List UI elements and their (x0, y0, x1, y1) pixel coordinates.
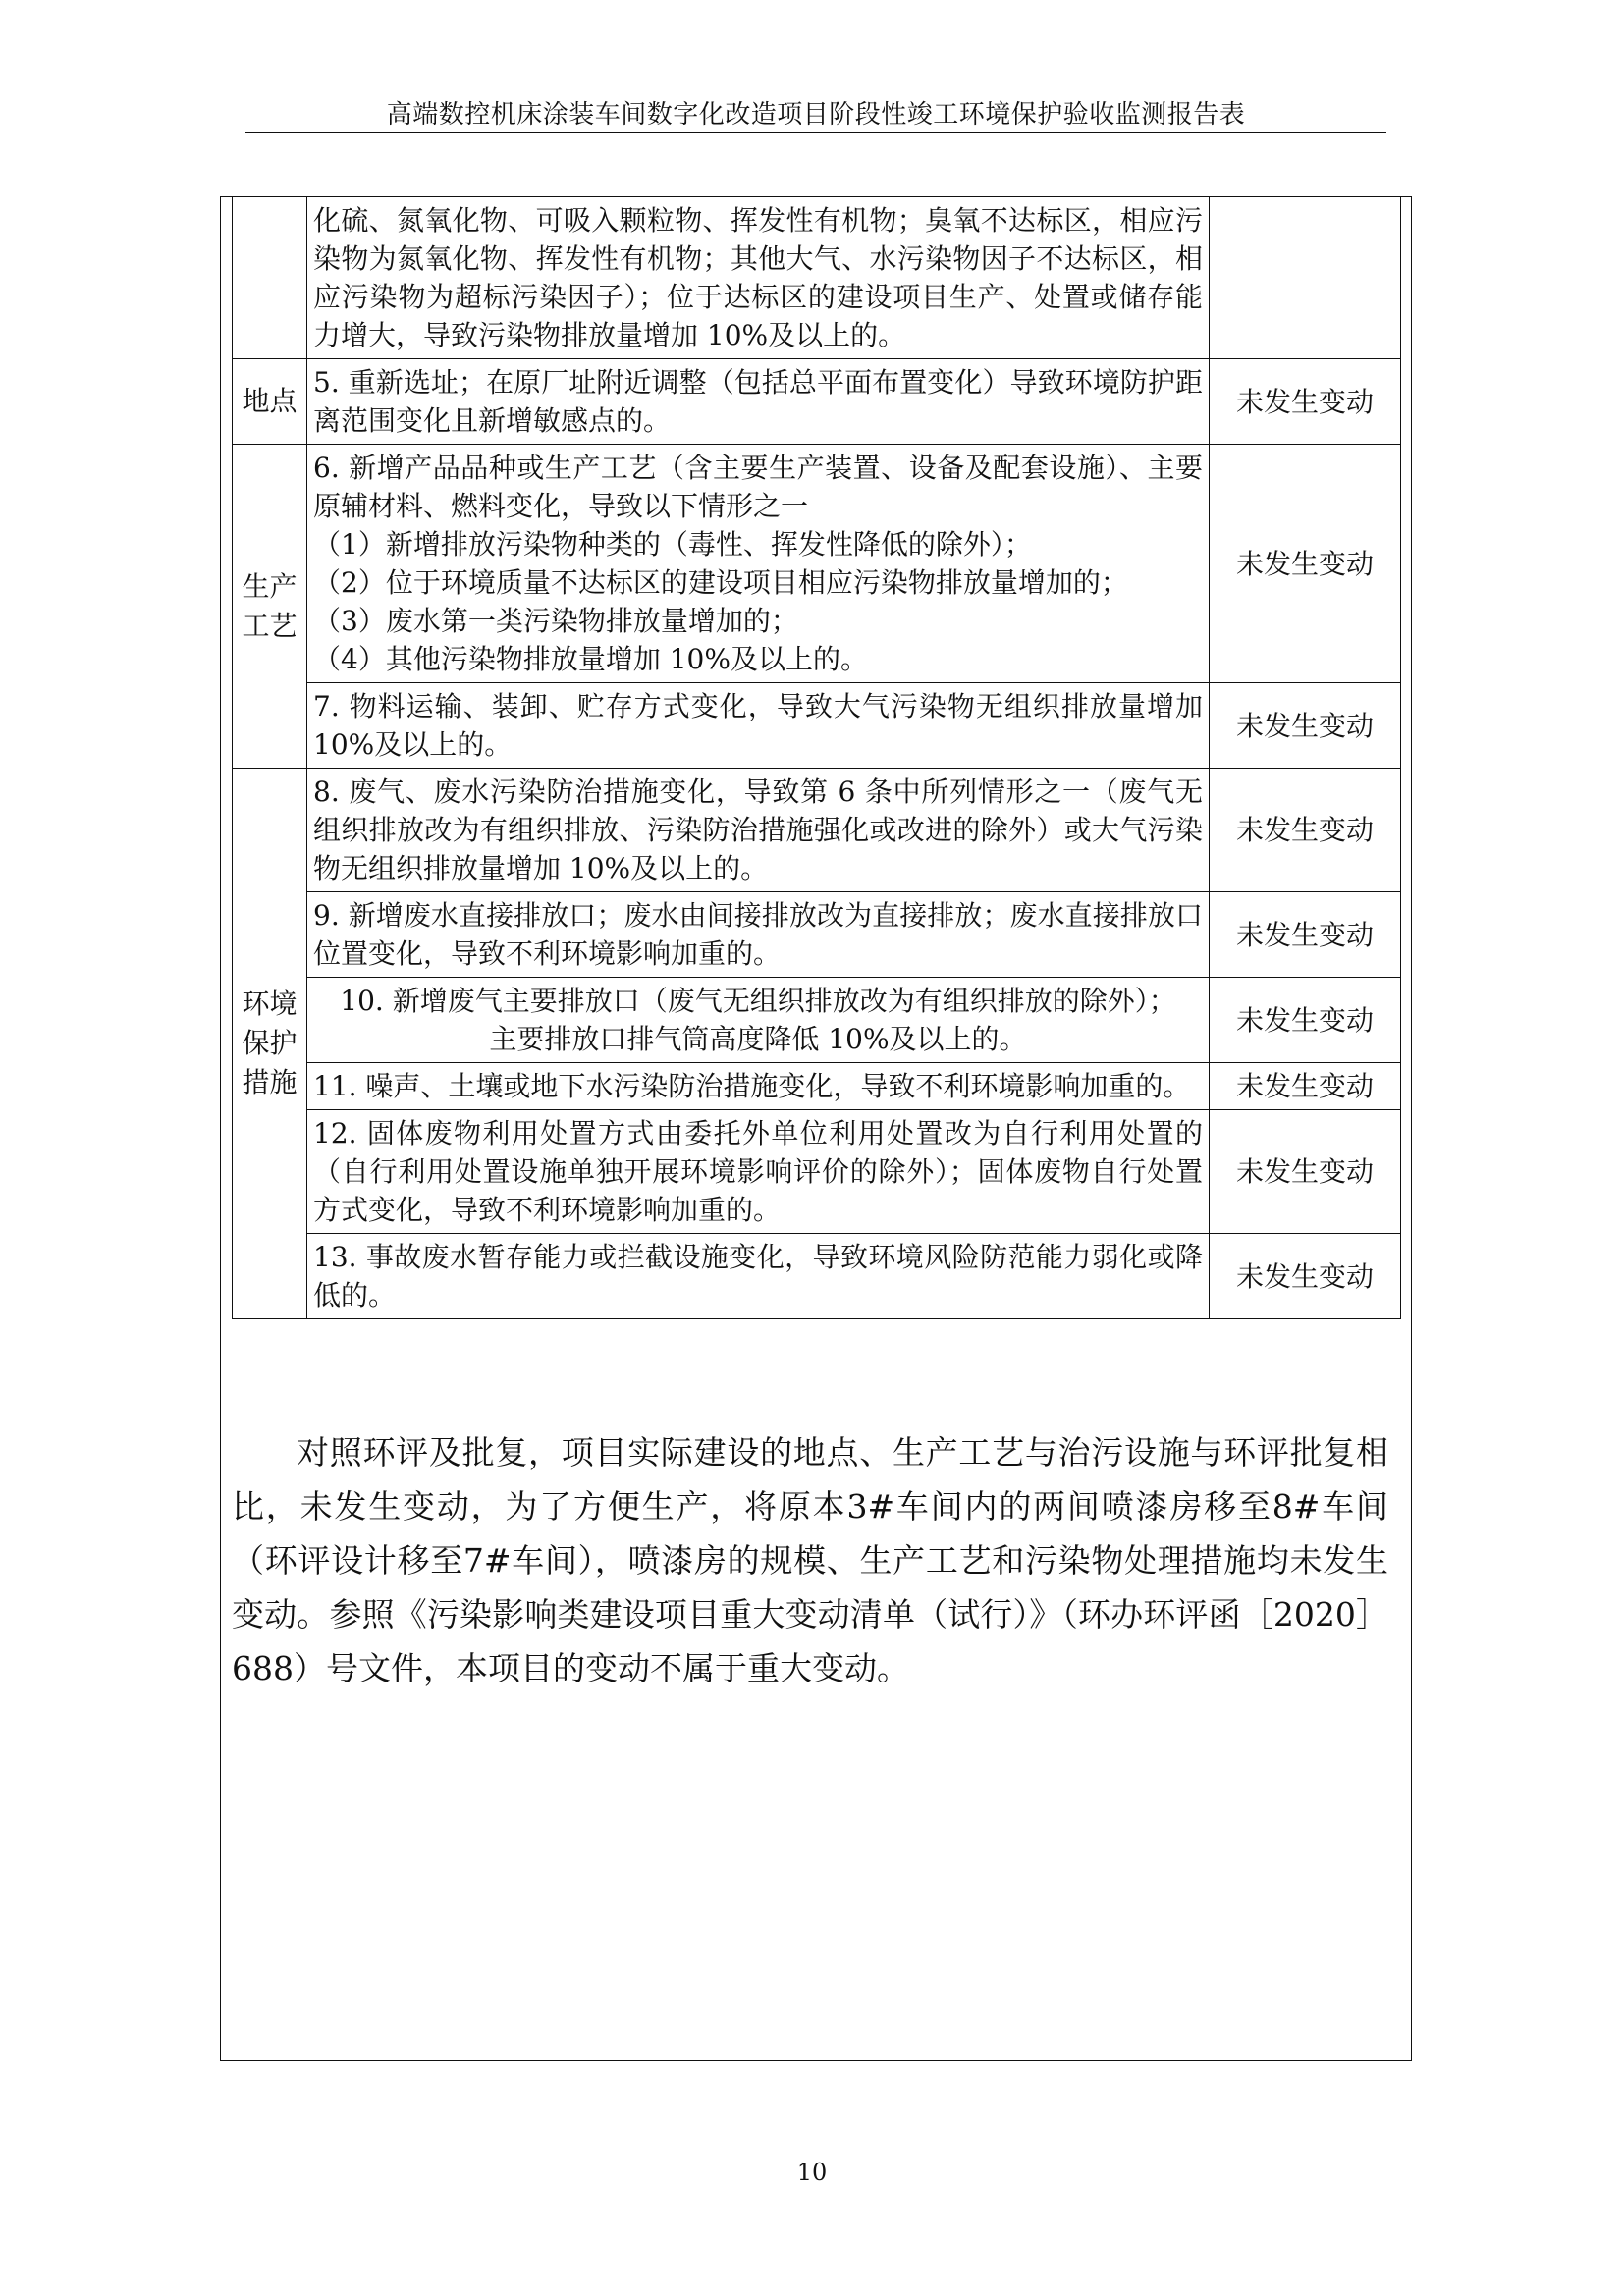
result-cell (1210, 197, 1401, 359)
header-rule (245, 132, 1386, 133)
change-criteria-table (232, 196, 1401, 1319)
conclusion-paragraph: 对照环评及批复，项目实际建设的地点、生产工艺与治污设施与环评批复相比，未发生变动，为了方便生产，将原本3#车间内的两间喷漆房移至8#车间（环评设计移至7#车间），喷漆房的规模、生产工艺和污染物处理措施均未发生变动。参照《污染影响类建设项目重大变动清单（试行）》（环办环评函［2020］688）号文件，本项目的变动不属于重大变动。 (232, 1433, 1388, 1687)
table-row (233, 1234, 1401, 1319)
result-cell: 未发生变动 (1210, 978, 1401, 1063)
table-row (233, 445, 1401, 683)
table-row (233, 769, 1401, 892)
category-cell: 环境保护措施 (233, 769, 307, 1319)
result-cell: 未发生变动 (1210, 892, 1401, 978)
criterion-text: 10. 新增废气主要排放口（废气无组织排放改为有组织排放的除外）； 主要排放口排气筒高度降低 10%及以上的。 (307, 978, 1210, 1063)
category-cell: 生产工艺 (233, 445, 307, 769)
table-row (233, 1110, 1401, 1234)
category-cell: 地点 (233, 359, 307, 445)
result-cell: 未发生变动 (1210, 359, 1401, 445)
criterion-text: 6. 新增产品品种或生产工艺（含主要生产装置、设备及配套设施）、主要原辅材料、燃料变化，导致以下情形之一 （1）新增排放污染物种类的（毒性、挥发性降低的除外）； （2）位于环境质量不达标区的建设项目相应污染物排放量增加的； （3）废水第一类污染物排放量增加的； （4）其他污染物排放量增加 10%及以上的。 (307, 445, 1210, 683)
result-cell: 未发生变动 (1210, 1110, 1401, 1234)
criterion-text: 化硫、氮氧化物、可吸入颗粒物、挥发性有机物；臭氧不达标区，相应污染物为氮氧化物、挥发性有机物；其他大气、水污染物因子不达标区，相应污染物为超标污染因子）；位于达标区的建设项目生产、处置或储存能力增大，导致污染物排放量增加 10%及以上的。 (307, 197, 1210, 359)
table-row (233, 1063, 1401, 1110)
page-number: 10 (796, 2159, 828, 2186)
criterion-text: 13. 事故废水暂存能力或拦截设施变化，导致环境风险防范能力弱化或降低的。 (307, 1234, 1210, 1319)
criterion-text: 11. 噪声、土壤或地下水污染防治措施变化，导致不利环境影响加重的。 (307, 1063, 1210, 1110)
criterion-text: 12. 固体废物利用处置方式由委托外单位利用处置改为自行利用处置的（自行利用处置设施单独开展环境影响评价的除外）；固体废物自行处置方式变化，导致不利环境影响加重的。 (307, 1110, 1210, 1234)
result-cell: 未发生变动 (1210, 445, 1401, 683)
category-cell (233, 197, 307, 359)
table-row (233, 359, 1401, 445)
result-cell: 未发生变动 (1210, 1234, 1401, 1319)
criterion-text: 5. 重新选址；在原厂址附近调整（包括总平面布置变化）导致环境防护距离范围变化且新增敏感点的。 (307, 359, 1210, 445)
table-row (233, 683, 1401, 769)
table-row (233, 978, 1401, 1063)
result-cell: 未发生变动 (1210, 1063, 1401, 1110)
result-cell: 未发生变动 (1210, 683, 1401, 769)
table-row (233, 892, 1401, 978)
criterion-text: 8. 废气、废水污染防治措施变化，导致第 6 条中所列情形之一（废气无组织排放改为有组织排放、污染防治措施强化或改进的除外）或大气污染物无组织排放量增加 10%及以上的。 (307, 769, 1210, 892)
document-header-title: 高端数控机床涂装车间数字化改造项目阶段性竣工环境保护验收监测报告表 (386, 100, 1246, 130)
result-cell: 未发生变动 (1210, 769, 1401, 892)
table-row (233, 197, 1401, 359)
criterion-text: 9. 新增废水直接排放口；废水由间接排放改为直接排放；废水直接排放口位置变化，导致不利环境影响加重的。 (307, 892, 1210, 978)
criterion-text: 7. 物料运输、装卸、贮存方式变化，导致大气污染物无组织排放量增加 10%及以上的。 (307, 683, 1210, 769)
